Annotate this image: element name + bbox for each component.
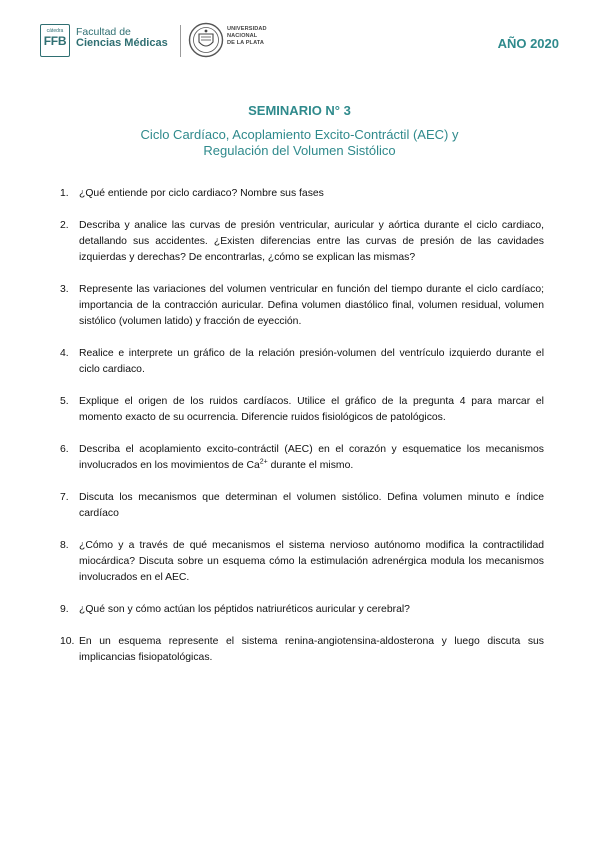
question-number: 6. <box>60 444 69 455</box>
question-number: 4. <box>60 348 69 359</box>
question-text <box>79 442 544 474</box>
question-number: 1. <box>60 188 69 199</box>
question-item <box>60 346 544 378</box>
ffb-logo <box>40 24 70 57</box>
question-item <box>60 602 544 618</box>
university-line2: NACIONAL <box>227 32 258 39</box>
university-line1: UNIVERSIDAD <box>227 26 267 32</box>
question-item <box>60 538 544 586</box>
question-text: ¿Qué son y cómo actúan los péptidos natriuréticos auricular y cerebral? <box>79 604 410 615</box>
question-number: 3. <box>60 284 69 295</box>
question-text: Discuta los mecanismos que determinan el volumen sistólico. Defina volumen minuto e índice cardíaco <box>79 492 544 519</box>
question-number: 7. <box>60 492 69 503</box>
question-text: Realice e interprete un gráfico de la relación presión-volumen del ventrículo izquierdo durante el ciclo cardiaco. <box>79 348 544 375</box>
university-seal-icon <box>188 22 224 58</box>
catedra-label: cátedra <box>46 28 64 34</box>
year-label: AÑO 2020 <box>497 36 559 51</box>
question-item <box>60 186 544 202</box>
question-item <box>60 634 544 666</box>
faculty-line2: Ciencias Médicas <box>76 37 168 49</box>
question-number: 8. <box>60 540 69 551</box>
question-text: Explique el origen de los ruidos cardíacos. Utilice el gráfico de la pregunta 4 para marcar el momento exacto de su ocurrencia. Diferencie ruidos fisiológicos de patológicos. <box>79 396 544 423</box>
seminar-subtitle <box>0 127 599 159</box>
question-number: 5. <box>60 396 69 407</box>
ffb-label: FFB <box>43 34 67 48</box>
question-text: En un esquema represente el sistema renina-angiotensina-aldosterona y luego discuta sus implicancias fisiopatológicas. <box>79 636 544 663</box>
question-number: 9. <box>60 604 69 615</box>
question-item <box>60 218 544 266</box>
calcium-charge: 2+ <box>259 458 268 466</box>
logo-divider <box>180 25 181 57</box>
question-number: 2. <box>60 220 69 231</box>
question-text: ¿Cómo y a través de qué mecanismos el sistema nervioso autónomo modifica la contractilidad miocárdica? Discuta sobre un esquema cómo la estimulación adrenérgica modula los mecanismos involucrados en el AEC. <box>79 540 544 583</box>
page-header <box>40 22 559 62</box>
question-text-part: durante el mismo. <box>267 460 354 471</box>
faculty-line1: Facultad de <box>76 26 131 38</box>
question-item <box>60 490 544 522</box>
question-text: Represente las variaciones del volumen ventricular en función del tiempo durante el ciclo cardíaco; importancia de la contracción auricular. Defina volumen diastólico final, volumen residual, volumen sistólico (volumen latido) y fracción de eyección. <box>79 284 544 327</box>
question-item <box>60 282 544 330</box>
question-number: 10. <box>60 636 75 647</box>
question-text: Describa y analice las curvas de presión ventricular, auricular y aórtica durante el ciclo cardiaco, detallando sus accidentes. ¿Existen diferencias entre las curvas de presión de las cavidades izquierdas y derechas? De encontrarlas, ¿cómo se explican las mismas? <box>79 220 544 263</box>
university-name <box>227 26 267 46</box>
subtitle-line1: Ciclo Cardíaco, Acoplamiento Excito-Contráctil (AEC) y <box>140 127 459 142</box>
question-item <box>60 442 544 474</box>
seminar-title: SEMINARIO N° 3 <box>248 103 351 118</box>
question-text-part: Describa el acoplamiento excito-contráctil (AEC) en el corazón y esquematice los mecanismos involucrados en los movimientos de Ca <box>79 444 544 471</box>
question-item <box>60 394 544 426</box>
faculty-name <box>76 27 168 49</box>
university-line3: DE LA PLATA <box>227 39 265 46</box>
subtitle-line2: Regulación del Volumen Sistólico <box>203 143 396 158</box>
question-text: ¿Qué entiende por ciclo cardiaco? Nombre sus fases <box>79 188 324 199</box>
